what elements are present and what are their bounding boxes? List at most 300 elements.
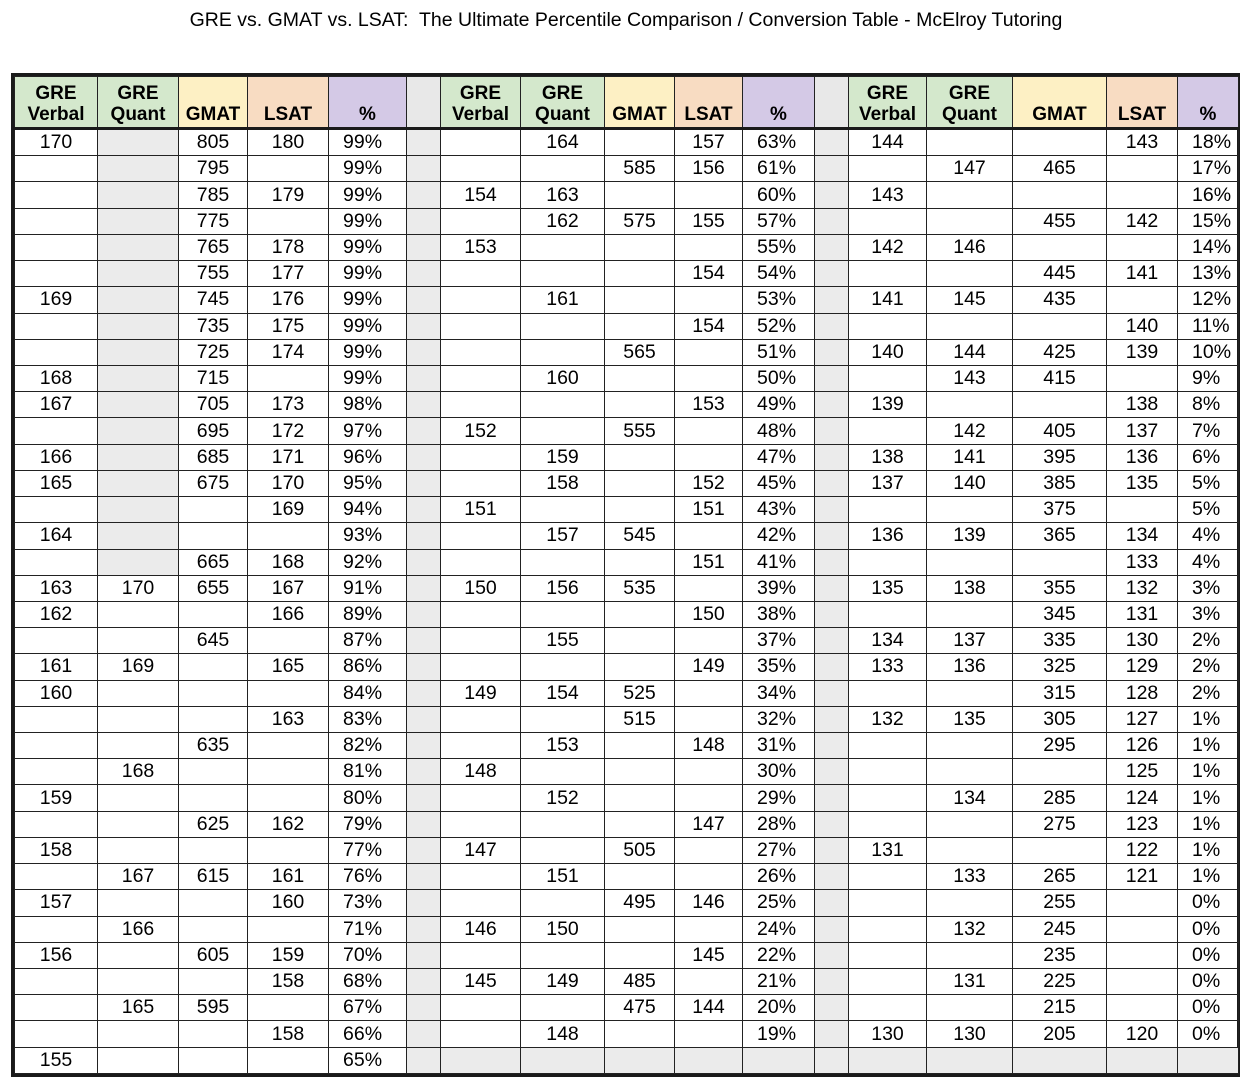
cell-gmat: 315: [1013, 680, 1107, 706]
header-gre-verbal-line1: GRE: [35, 83, 77, 104]
cell-lsat: [675, 785, 743, 811]
cell-gre-verbal: [15, 549, 98, 575]
cell-gmat: 805: [179, 129, 248, 156]
cell-percent: 86%: [329, 654, 407, 680]
cell-gmat: [179, 706, 248, 732]
cell-lsat: 167: [248, 575, 329, 601]
cell-lsat: 129: [1107, 654, 1178, 680]
block-separator: [815, 759, 849, 785]
cell-gre-verbal: [849, 497, 927, 523]
cell-gre-verbal: [15, 969, 98, 995]
cell-gre-verbal: [849, 208, 927, 234]
table-row: [15, 654, 1239, 680]
cell-lsat: 122: [1107, 837, 1178, 863]
cell-lsat: [675, 575, 743, 601]
cell-gmat: [1013, 129, 1107, 156]
cell-lsat: [675, 418, 743, 444]
table-row: [15, 392, 1239, 418]
cell-gre-quant: [927, 995, 1013, 1021]
cell-lsat: 154: [675, 261, 743, 287]
cell-gre-verbal: [849, 313, 927, 339]
cell-gmat: [179, 1021, 248, 1047]
block-separator: [815, 890, 849, 916]
cell-gmat: 605: [179, 942, 248, 968]
cell-gre-verbal: [441, 1021, 521, 1047]
cell-percent: 63%: [743, 129, 815, 156]
cell-gre-verbal: 158: [15, 837, 98, 863]
cell-lsat: 141: [1107, 261, 1178, 287]
cell-gre-verbal: [849, 969, 927, 995]
block-separator: [407, 287, 441, 313]
cell-gre-quant: [521, 601, 605, 627]
cell-gmat: [605, 497, 675, 523]
cell-gre-verbal: [849, 549, 927, 575]
cell-lsat: [675, 182, 743, 208]
cell-percent: 4%: [1178, 549, 1239, 575]
cell-percent: 26%: [743, 864, 815, 890]
header-lsat-label: LSAT: [684, 104, 733, 125]
cell-lsat: 168: [248, 549, 329, 575]
cell-gmat: 365: [1013, 523, 1107, 549]
cell-gmat: 595: [179, 995, 248, 1021]
cell-gmat: 295: [1013, 733, 1107, 759]
header-lsat: [1107, 77, 1178, 129]
cell-gre-quant: [521, 1047, 605, 1073]
cell-gre-quant: [927, 208, 1013, 234]
block-separator: [815, 339, 849, 365]
header-gre-quant-line2: Quant: [110, 104, 166, 125]
cell-gre-verbal: [441, 995, 521, 1021]
cell-gre-quant: 142: [927, 418, 1013, 444]
cell-percent: 0%: [1178, 995, 1239, 1021]
cell-percent: 0%: [1178, 942, 1239, 968]
block-separator: [407, 77, 441, 129]
cell-percent: 0%: [1178, 890, 1239, 916]
cell-gre-quant: [98, 523, 179, 549]
table-row: [15, 156, 1239, 182]
cell-gre-quant: [927, 680, 1013, 706]
cell-percent: 51%: [743, 339, 815, 365]
cell-gre-verbal: [441, 313, 521, 339]
cell-gmat: [605, 392, 675, 418]
cell-percent: 10%: [1178, 339, 1239, 365]
cell-gmat: 625: [179, 811, 248, 837]
cell-gmat: [179, 837, 248, 863]
cell-lsat: 146: [675, 890, 743, 916]
cell-gre-verbal: 167: [15, 392, 98, 418]
header-lsat: [675, 77, 743, 129]
cell-gmat: 765: [179, 234, 248, 260]
cell-gmat: [179, 916, 248, 942]
cell-lsat: [1107, 234, 1178, 260]
block-separator: [407, 470, 441, 496]
cell-percent: 17%: [1178, 156, 1239, 182]
cell-lsat: [248, 1047, 329, 1073]
cell-lsat: 144: [675, 995, 743, 1021]
cell-lsat: [248, 523, 329, 549]
cell-lsat: 125: [1107, 759, 1178, 785]
block-separator: [815, 837, 849, 863]
cell-gre-quant: [521, 339, 605, 365]
cell-gre-verbal: 130: [849, 1021, 927, 1047]
cell-percent: 2%: [1178, 628, 1239, 654]
cell-gre-verbal: [849, 916, 927, 942]
cell-gre-verbal: [15, 339, 98, 365]
block-separator: [407, 156, 441, 182]
block-separator: [815, 234, 849, 260]
header-gmat: [605, 77, 675, 129]
cell-lsat: [675, 444, 743, 470]
cell-percent: 83%: [329, 706, 407, 732]
cell-gmat: 505: [605, 837, 675, 863]
header-gmat-label: GMAT: [185, 104, 241, 125]
block-separator: [815, 864, 849, 890]
cell-gre-quant: 150: [521, 916, 605, 942]
cell-gre-verbal: [441, 261, 521, 287]
cell-lsat: 149: [675, 654, 743, 680]
cell-percent: 99%: [329, 156, 407, 182]
cell-gre-quant: [521, 549, 605, 575]
cell-gre-verbal: [441, 129, 521, 156]
header-gmat: [1013, 77, 1107, 129]
cell-lsat: 175: [248, 313, 329, 339]
cell-gre-quant: [521, 313, 605, 339]
block-separator: [407, 339, 441, 365]
cell-gre-quant: [521, 706, 605, 732]
cell-gmat: 755: [179, 261, 248, 287]
cell-gre-quant: [927, 261, 1013, 287]
cell-lsat: 170: [248, 470, 329, 496]
cell-gre-quant: [521, 156, 605, 182]
cell-percent: 1%: [1178, 733, 1239, 759]
table-row: [15, 837, 1239, 863]
cell-percent: 11%: [1178, 313, 1239, 339]
header-gre-quant-line1: GRE: [948, 83, 991, 104]
cell-percent: 37%: [743, 628, 815, 654]
cell-lsat: [1107, 1047, 1178, 1073]
cell-gmat: 285: [1013, 785, 1107, 811]
cell-gmat: [605, 654, 675, 680]
cell-lsat: 132: [1107, 575, 1178, 601]
cell-gre-quant: [521, 261, 605, 287]
cell-gre-quant: [927, 182, 1013, 208]
cell-gre-quant: [98, 969, 179, 995]
cell-gmat: 275: [1013, 811, 1107, 837]
cell-gre-verbal: [441, 549, 521, 575]
cell-gre-verbal: [441, 864, 521, 890]
cell-percent: 99%: [329, 287, 407, 313]
cell-gre-verbal: 165: [15, 470, 98, 496]
cell-gre-quant: [927, 1047, 1013, 1073]
cell-gmat: [605, 549, 675, 575]
cell-gmat: [179, 680, 248, 706]
cell-gre-verbal: [441, 470, 521, 496]
cell-gmat: 575: [605, 208, 675, 234]
cell-gmat: 305: [1013, 706, 1107, 732]
cell-gre-verbal: [441, 444, 521, 470]
cell-lsat: 138: [1107, 392, 1178, 418]
cell-gre-verbal: [849, 864, 927, 890]
table-row: [15, 680, 1239, 706]
cell-gmat: [179, 785, 248, 811]
cell-lsat: [248, 759, 329, 785]
header-gre-verbal-line2: Verbal: [451, 104, 510, 125]
cell-lsat: 135: [1107, 470, 1178, 496]
cell-percent: 7%: [1178, 418, 1239, 444]
cell-gmat: 395: [1013, 444, 1107, 470]
table-row: [15, 628, 1239, 654]
cell-gmat: 685: [179, 444, 248, 470]
header-gmat: [179, 77, 248, 129]
cell-gmat: [1013, 759, 1107, 785]
cell-lsat: 177: [248, 261, 329, 287]
cell-gre-quant: 162: [521, 208, 605, 234]
table-row: [15, 208, 1239, 234]
cell-lsat: [248, 208, 329, 234]
cell-lsat: 145: [675, 942, 743, 968]
block-separator: [407, 628, 441, 654]
cell-percent: 1%: [1178, 811, 1239, 837]
cell-gre-verbal: [849, 365, 927, 391]
cell-gre-verbal: [849, 942, 927, 968]
block-separator: [815, 1047, 849, 1073]
cell-gmat: [605, 287, 675, 313]
cell-gre-verbal: 160: [15, 680, 98, 706]
cell-gmat: [605, 1047, 675, 1073]
cell-gre-quant: [98, 418, 179, 444]
block-separator: [407, 182, 441, 208]
cell-percent: 45%: [743, 470, 815, 496]
header-lsat: [248, 77, 329, 129]
cell-gre-quant: [98, 208, 179, 234]
block-separator: [407, 523, 441, 549]
cell-percent: 31%: [743, 733, 815, 759]
cell-gre-quant: 140: [927, 470, 1013, 496]
cell-gre-quant: [521, 497, 605, 523]
cell-lsat: [675, 339, 743, 365]
cell-gre-verbal: 134: [849, 628, 927, 654]
cell-percent: 19%: [743, 1021, 815, 1047]
cell-lsat: 128: [1107, 680, 1178, 706]
table-row: [15, 942, 1239, 968]
cell-gmat: 705: [179, 392, 248, 418]
table-row: [15, 549, 1239, 575]
cell-gre-quant: [927, 549, 1013, 575]
block-separator: [815, 942, 849, 968]
cell-gre-verbal: [441, 601, 521, 627]
cell-gre-verbal: 133: [849, 654, 927, 680]
cell-percent: 98%: [329, 392, 407, 418]
cell-lsat: [248, 785, 329, 811]
cell-lsat: 155: [675, 208, 743, 234]
cell-lsat: [675, 680, 743, 706]
cell-gmat: [1013, 182, 1107, 208]
block-separator: [815, 654, 849, 680]
block-separator: [407, 365, 441, 391]
table-row: [15, 916, 1239, 942]
cell-gre-quant: 153: [521, 733, 605, 759]
cell-gre-verbal: 140: [849, 339, 927, 365]
cell-gmat: [605, 182, 675, 208]
table-row: [15, 365, 1239, 391]
cell-gre-quant: 152: [521, 785, 605, 811]
cell-percent: 61%: [743, 156, 815, 182]
block-separator: [407, 1047, 441, 1073]
cell-gre-quant: [927, 890, 1013, 916]
table-row: [15, 575, 1239, 601]
cell-gmat: [605, 365, 675, 391]
cell-percent: 93%: [329, 523, 407, 549]
cell-gre-quant: [98, 811, 179, 837]
cell-gre-quant: [98, 339, 179, 365]
cell-gmat: [179, 654, 248, 680]
header-gmat-label: GMAT: [612, 104, 667, 125]
cell-gmat: 445: [1013, 261, 1107, 287]
table-row: [15, 1047, 1239, 1073]
cell-lsat: 165: [248, 654, 329, 680]
cell-gre-verbal: [15, 706, 98, 732]
cell-gre-quant: 136: [927, 654, 1013, 680]
cell-gre-quant: [98, 497, 179, 523]
cell-lsat: 162: [248, 811, 329, 837]
cell-lsat: [1107, 969, 1178, 995]
cell-gre-verbal: 135: [849, 575, 927, 601]
cell-lsat: [248, 365, 329, 391]
cell-gre-verbal: 143: [849, 182, 927, 208]
cell-gmat: [179, 890, 248, 916]
cell-gmat: [605, 916, 675, 942]
block-separator: [815, 549, 849, 575]
table-row: [15, 234, 1239, 260]
cell-gmat: 265: [1013, 864, 1107, 890]
cell-gre-quant: [927, 313, 1013, 339]
cell-percent: 34%: [743, 680, 815, 706]
block-separator: [815, 261, 849, 287]
cell-gre-quant: [98, 287, 179, 313]
cell-gre-quant: [927, 733, 1013, 759]
block-separator: [407, 261, 441, 287]
block-separator: [815, 77, 849, 129]
table-row: [15, 890, 1239, 916]
block-separator: [407, 837, 441, 863]
cell-gre-quant: 147: [927, 156, 1013, 182]
cell-lsat: 124: [1107, 785, 1178, 811]
cell-percent: 91%: [329, 575, 407, 601]
cell-percent: 55%: [743, 234, 815, 260]
block-separator: [407, 654, 441, 680]
header-percent: [1178, 77, 1239, 129]
header-gre-quant: [98, 77, 179, 129]
cell-gre-quant: 156: [521, 575, 605, 601]
cell-gre-verbal: 146: [441, 916, 521, 942]
cell-lsat: 158: [248, 969, 329, 995]
cell-lsat: 153: [675, 392, 743, 418]
block-separator: [407, 680, 441, 706]
cell-gre-verbal: [441, 785, 521, 811]
cell-gre-quant: [927, 601, 1013, 627]
block-separator: [815, 995, 849, 1021]
cell-gmat: [179, 497, 248, 523]
cell-percent: 28%: [743, 811, 815, 837]
block-separator: [815, 733, 849, 759]
cell-percent: 30%: [743, 759, 815, 785]
cell-gre-quant: [98, 470, 179, 496]
cell-lsat: 172: [248, 418, 329, 444]
cell-gre-verbal: [849, 1047, 927, 1073]
cell-gre-verbal: [441, 339, 521, 365]
table-row: [15, 313, 1239, 339]
cell-gre-quant: 149: [521, 969, 605, 995]
cell-gre-quant: [98, 549, 179, 575]
table-row: [15, 706, 1239, 732]
cell-percent: 99%: [329, 208, 407, 234]
cell-lsat: 130: [1107, 628, 1178, 654]
cell-gre-verbal: 153: [441, 234, 521, 260]
cell-gre-verbal: [15, 759, 98, 785]
cell-gmat: [605, 1021, 675, 1047]
cell-gre-quant: 159: [521, 444, 605, 470]
cell-gre-quant: [927, 497, 1013, 523]
cell-gre-quant: 169: [98, 654, 179, 680]
cell-lsat: [1107, 890, 1178, 916]
cell-lsat: [1107, 995, 1178, 1021]
cell-gre-verbal: 147: [441, 837, 521, 863]
cell-gre-verbal: 157: [15, 890, 98, 916]
cell-percent: 73%: [329, 890, 407, 916]
cell-gmat: 205: [1013, 1021, 1107, 1047]
cell-percent: 39%: [743, 575, 815, 601]
cell-gre-verbal: [15, 733, 98, 759]
cell-lsat: 151: [675, 497, 743, 523]
cell-gre-quant: 139: [927, 523, 1013, 549]
block-separator: [407, 785, 441, 811]
cell-percent: 2%: [1178, 654, 1239, 680]
cell-percent: 70%: [329, 942, 407, 968]
table-row: [15, 287, 1239, 313]
table-row: [15, 523, 1239, 549]
cell-gmat: 325: [1013, 654, 1107, 680]
cell-percent: 80%: [329, 785, 407, 811]
cell-lsat: 148: [675, 733, 743, 759]
cell-gmat: 725: [179, 339, 248, 365]
cell-gre-quant: 161: [521, 287, 605, 313]
header-gre-verbal: [849, 77, 927, 129]
header-lsat-label: LSAT: [263, 104, 313, 125]
cell-gre-verbal: [849, 759, 927, 785]
block-separator: [815, 1021, 849, 1047]
cell-gmat: 385: [1013, 470, 1107, 496]
cell-gre-verbal: 156: [15, 942, 98, 968]
block-separator: [815, 129, 849, 156]
block-separator: [407, 969, 441, 995]
cell-gmat: 455: [1013, 208, 1107, 234]
table-row: [15, 969, 1239, 995]
cell-gre-verbal: [15, 208, 98, 234]
cell-gre-quant: 170: [98, 575, 179, 601]
cell-gre-quant: [98, 365, 179, 391]
cell-gre-verbal: [441, 733, 521, 759]
cell-gre-verbal: [15, 628, 98, 654]
cell-lsat: [1107, 287, 1178, 313]
cell-percent: 94%: [329, 497, 407, 523]
cell-gmat: [605, 601, 675, 627]
cell-gre-verbal: 163: [15, 575, 98, 601]
cell-lsat: 127: [1107, 706, 1178, 732]
cell-percent: 14%: [1178, 234, 1239, 260]
block-separator: [815, 601, 849, 627]
cell-gre-quant: [98, 680, 179, 706]
cell-gmat: 255: [1013, 890, 1107, 916]
